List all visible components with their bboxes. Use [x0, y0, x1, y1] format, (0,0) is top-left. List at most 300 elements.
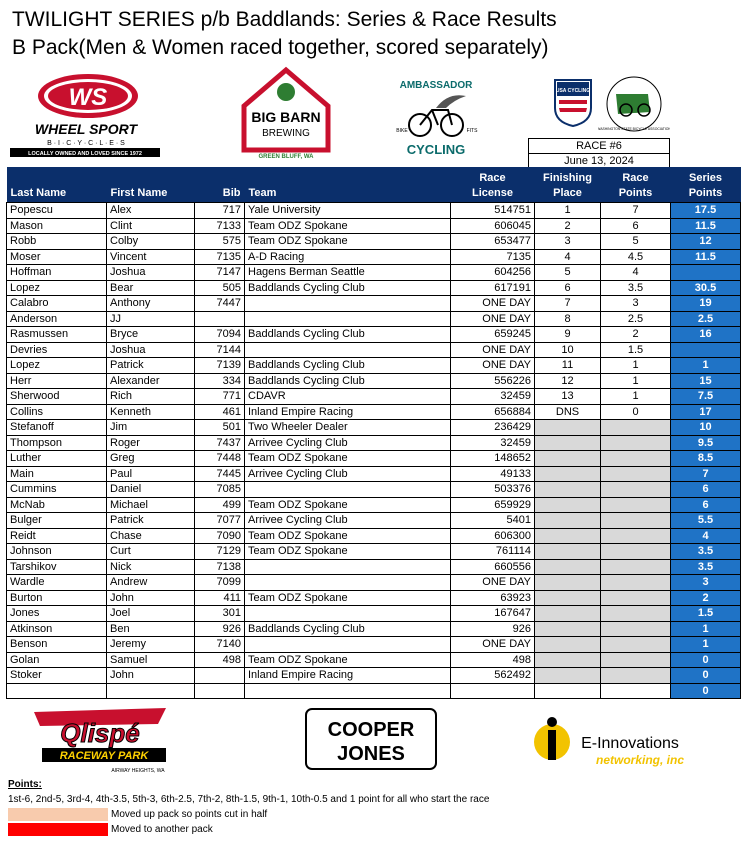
cell-license: 926: [451, 621, 535, 637]
cell-team: Arrivee Cycling Club: [245, 466, 451, 482]
cell-license: 604256: [451, 265, 535, 281]
cell-race-points: [601, 683, 671, 699]
cell-license: ONE DAY: [451, 637, 535, 653]
cell-first-name: Jim: [107, 420, 195, 436]
cell-bib: 771: [195, 389, 245, 405]
cell-last-name: Tarshikov: [7, 559, 107, 575]
cell-first-name: Greg: [107, 451, 195, 467]
cell-bib: 7140: [195, 637, 245, 653]
cell-series-points: 1: [671, 637, 741, 653]
cell-bib: 505: [195, 280, 245, 296]
cell-team: A-D Racing: [245, 249, 451, 265]
cell-license: 653477: [451, 234, 535, 250]
cell-last-name: Moser: [7, 249, 107, 265]
cell-race-points: 6: [601, 218, 671, 234]
cell-team: Baddlands Cycling Club: [245, 621, 451, 637]
table-row: [7, 482, 741, 498]
table-row: [7, 451, 741, 467]
cell-race-points: 4.5: [601, 249, 671, 265]
svg-text:AMBASSADOR: AMBASSADOR: [399, 80, 473, 91]
cell-last-name: Luther: [7, 451, 107, 467]
cell-bib: [195, 311, 245, 327]
cell-last-name: Lopez: [7, 358, 107, 374]
cell-place: 3: [535, 234, 601, 250]
cell-first-name: JJ: [107, 311, 195, 327]
cell-last-name: Stefanoff: [7, 420, 107, 436]
cell-license: 503376: [451, 482, 535, 498]
cell-series-points: 1: [671, 621, 741, 637]
svg-text:Qlispé: Qlispé: [60, 718, 140, 748]
cell-place: [535, 435, 601, 451]
cell-series-points: 12: [671, 234, 741, 250]
cell-team: Team ODZ Spokane: [245, 544, 451, 560]
svg-text:USA CYCLING: USA CYCLING: [555, 88, 591, 94]
cell-team: [245, 637, 451, 653]
cell-race-points: [601, 575, 671, 591]
table-row: [7, 466, 741, 482]
cell-first-name: Daniel: [107, 482, 195, 498]
cell-team: [245, 683, 451, 699]
cell-team: [245, 606, 451, 622]
svg-text:GREEN BLUFF, WA: GREEN BLUFF, WA: [258, 154, 314, 160]
cell-series-points: 17: [671, 404, 741, 420]
cell-series-points: 3: [671, 575, 741, 591]
cell-place: [535, 621, 601, 637]
cell-last-name: Thompson: [7, 435, 107, 451]
cell-race-points: [601, 544, 671, 560]
cell-race-points: [601, 606, 671, 622]
svg-text:BIG BARN: BIG BARN: [251, 109, 321, 125]
cell-series-points: 17.5: [671, 203, 741, 219]
cell-team: [245, 575, 451, 591]
cell-series-points: 2.5: [671, 311, 741, 327]
wsba-logo: [598, 74, 670, 134]
cell-license: 63923: [451, 590, 535, 606]
cell-first-name: Anthony: [107, 296, 195, 312]
cell-first-name: Bryce: [107, 327, 195, 343]
cell-place: 8: [535, 311, 601, 327]
table-row: [7, 218, 741, 234]
table-row: [7, 342, 741, 358]
cell-race-points: 5: [601, 234, 671, 250]
cell-license: 167647: [451, 606, 535, 622]
svg-text:COOPER: COOPER: [327, 719, 415, 741]
cell-first-name: Vincent: [107, 249, 195, 265]
cell-first-name: Samuel: [107, 652, 195, 668]
cell-race-points: 3: [601, 296, 671, 312]
cell-last-name: Robb: [7, 234, 107, 250]
cell-race-points: 1: [601, 373, 671, 389]
cell-place: 2: [535, 218, 601, 234]
cell-bib: 7085: [195, 482, 245, 498]
cell-place: 11: [535, 358, 601, 374]
cell-team: [245, 342, 451, 358]
table-row: [7, 621, 741, 637]
cell-series-points: 19: [671, 296, 741, 312]
cell-license: 761114: [451, 544, 535, 560]
race-number: RACE #6: [576, 140, 622, 152]
svg-text:BREWING: BREWING: [262, 128, 310, 139]
cell-bib: 7447: [195, 296, 245, 312]
cell-license: 32459: [451, 389, 535, 405]
cell-license: 7135: [451, 249, 535, 265]
cell-series-points: 2: [671, 590, 741, 606]
col-license: Race License: [451, 167, 535, 203]
table-row: [7, 358, 741, 374]
svg-text:CYCLING: CYCLING: [406, 142, 466, 157]
cell-first-name: [107, 683, 195, 699]
table-row: [7, 296, 741, 312]
cell-first-name: Joshua: [107, 265, 195, 281]
cell-bib: 7099: [195, 575, 245, 591]
cell-bib: 501: [195, 420, 245, 436]
cell-team: Team ODZ Spokane: [245, 497, 451, 513]
table-row: [7, 528, 741, 544]
cell-bib: 717: [195, 203, 245, 219]
cell-place: 7: [535, 296, 601, 312]
cell-first-name: Ben: [107, 621, 195, 637]
cell-race-points: 1: [601, 358, 671, 374]
cell-race-points: [601, 451, 671, 467]
cell-last-name: McNab: [7, 497, 107, 513]
cell-license: 659929: [451, 497, 535, 513]
table-row: [7, 389, 741, 405]
cell-team: Inland Empire Racing: [245, 668, 451, 684]
cell-license: ONE DAY: [451, 342, 535, 358]
cell-last-name: Benson: [7, 637, 107, 653]
cell-first-name: Joel: [107, 606, 195, 622]
cell-license: 148652: [451, 451, 535, 467]
svg-text:E-Innovations: E-Innovations: [581, 735, 679, 752]
cell-race-points: [601, 466, 671, 482]
cell-race-points: 4: [601, 265, 671, 281]
cell-race-points: 1.5: [601, 342, 671, 358]
cell-place: 13: [535, 389, 601, 405]
cell-last-name: Calabro: [7, 296, 107, 312]
cell-team: Two Wheeler Dealer: [245, 420, 451, 436]
cell-race-points: 7: [601, 203, 671, 219]
table-row: [7, 668, 741, 684]
svg-text:JONES: JONES: [337, 743, 405, 765]
cell-team: Baddlands Cycling Club: [245, 373, 451, 389]
cell-team: Hagens Berman Seattle: [245, 265, 451, 281]
cell-first-name: Michael: [107, 497, 195, 513]
race-info-box: [528, 138, 670, 169]
cell-first-name: Chase: [107, 528, 195, 544]
cell-series-points: 11.5: [671, 249, 741, 265]
svg-text:networking, inc: networking, inc: [595, 753, 685, 767]
col-bib: Bib: [195, 167, 245, 203]
cell-place: 10: [535, 342, 601, 358]
cell-race-points: [601, 590, 671, 606]
cell-license: 236429: [451, 420, 535, 436]
table-row: [7, 606, 741, 622]
cell-series-points: 0: [671, 668, 741, 684]
legend-moved-pack: Moved to another pack: [111, 824, 213, 835]
table-row: [7, 234, 741, 250]
cell-team: Team ODZ Spokane: [245, 234, 451, 250]
svg-text:FITS: FITS: [466, 128, 478, 134]
cell-last-name: Golan: [7, 652, 107, 668]
cell-first-name: John: [107, 590, 195, 606]
cell-bib: 7135: [195, 249, 245, 265]
table-header-row: [7, 167, 741, 203]
table-row: [7, 637, 741, 653]
cell-place: [535, 420, 601, 436]
cell-license: ONE DAY: [451, 358, 535, 374]
cell-bib: 7147: [195, 265, 245, 281]
cell-series-points: 6: [671, 482, 741, 498]
cell-team: Arrivee Cycling Club: [245, 435, 451, 451]
ambassador-cycling-logo: [388, 70, 484, 160]
col-team: Team: [245, 167, 451, 203]
cell-first-name: Nick: [107, 559, 195, 575]
svg-text:WASHINGTON STATE BICYCLE ASSOC: WASHINGTON STATE BICYCLE ASSOCIATION: [598, 127, 670, 131]
cell-place: [535, 683, 601, 699]
cell-race-points: 2: [601, 327, 671, 343]
cell-race-points: 2.5: [601, 311, 671, 327]
cell-bib: 7139: [195, 358, 245, 374]
cell-race-points: 3.5: [601, 280, 671, 296]
cell-team: Team ODZ Spokane: [245, 528, 451, 544]
cell-first-name: Alex: [107, 203, 195, 219]
cell-race-points: [601, 435, 671, 451]
cell-last-name: Collins: [7, 404, 107, 420]
cell-bib: 926: [195, 621, 245, 637]
cell-first-name: Curt: [107, 544, 195, 560]
cell-series-points: 0: [671, 683, 741, 699]
cell-place: 4: [535, 249, 601, 265]
cell-first-name: Paul: [107, 466, 195, 482]
cell-last-name: Reidt: [7, 528, 107, 544]
cell-license: 659245: [451, 327, 535, 343]
cell-bib: 461: [195, 404, 245, 420]
cell-series-points: 30.5: [671, 280, 741, 296]
cell-bib: 498: [195, 652, 245, 668]
cell-series-points: 1: [671, 358, 741, 374]
cell-place: [535, 559, 601, 575]
cell-first-name: Rich: [107, 389, 195, 405]
table-row: [7, 544, 741, 560]
table-row: [7, 311, 741, 327]
cell-team: Arrivee Cycling Club: [245, 513, 451, 529]
cell-license: 660556: [451, 559, 535, 575]
cell-place: 5: [535, 265, 601, 281]
table-row: [7, 497, 741, 513]
cell-series-points: 11.5: [671, 218, 741, 234]
cell-last-name: Rasmussen: [7, 327, 107, 343]
svg-text:BIKE: BIKE: [396, 128, 408, 134]
cell-team: Yale University: [245, 203, 451, 219]
cell-bib: 7138: [195, 559, 245, 575]
cell-bib: 334: [195, 373, 245, 389]
table-row: [7, 652, 741, 668]
cell-last-name: Bulger: [7, 513, 107, 529]
cell-place: [535, 482, 601, 498]
cell-series-points: [671, 342, 741, 358]
page-subtitle: B Pack(Men & Women raced together, scored separately): [12, 36, 549, 59]
cell-place: [535, 528, 601, 544]
cell-bib: 301: [195, 606, 245, 622]
cell-place: 12: [535, 373, 601, 389]
cell-license: 5401: [451, 513, 535, 529]
cell-bib: 7448: [195, 451, 245, 467]
cell-team: Team ODZ Spokane: [245, 652, 451, 668]
e-innovations-logo: [530, 712, 698, 772]
cell-last-name: Atkinson: [7, 621, 107, 637]
cell-place: [535, 513, 601, 529]
svg-text:WHEEL SPORT: WHEEL SPORT: [34, 121, 138, 137]
cell-place: 9: [535, 327, 601, 343]
cell-bib: 7077: [195, 513, 245, 529]
cell-place: [535, 637, 601, 653]
cell-bib: 7129: [195, 544, 245, 560]
cell-race-points: [601, 528, 671, 544]
cell-bib: 411: [195, 590, 245, 606]
cell-race-points: [601, 621, 671, 637]
cell-last-name: Cummins: [7, 482, 107, 498]
table-row: [7, 280, 741, 296]
cell-last-name: Herr: [7, 373, 107, 389]
cell-team: Team ODZ Spokane: [245, 590, 451, 606]
cell-license: 32459: [451, 435, 535, 451]
col-first-name: First Name: [107, 167, 195, 203]
svg-text:AIRWAY HEIGHTS, WA: AIRWAY HEIGHTS, WA: [111, 768, 165, 774]
cell-license: ONE DAY: [451, 296, 535, 312]
legend-swatch-red: [8, 823, 108, 836]
cell-last-name: Lopez: [7, 280, 107, 296]
legend-swatch-pink: [8, 808, 108, 821]
svg-text:WS: WS: [68, 84, 108, 111]
cell-series-points: 0: [671, 652, 741, 668]
cell-series-points: [671, 265, 741, 281]
cell-place: [535, 652, 601, 668]
cell-bib: 7133: [195, 218, 245, 234]
cell-license: 498: [451, 652, 535, 668]
cell-team: Team ODZ Spokane: [245, 218, 451, 234]
cell-place: [535, 606, 601, 622]
page-title: TWILIGHT SERIES p/b Baddlands: Series & Race Results: [12, 8, 557, 31]
table-row: [7, 575, 741, 591]
cell-team: Inland Empire Racing: [245, 404, 451, 420]
cell-place: [535, 451, 601, 467]
cell-first-name: Clint: [107, 218, 195, 234]
cell-team: Baddlands Cycling Club: [245, 280, 451, 296]
wheel-sport-logo: [8, 70, 163, 160]
cell-bib: 7144: [195, 342, 245, 358]
qlispe-raceway-logo: [26, 704, 176, 776]
results-table: [6, 167, 741, 699]
cell-race-points: [601, 652, 671, 668]
table-row: [7, 559, 741, 575]
cell-place: DNS: [535, 404, 601, 420]
cell-series-points: 9.5: [671, 435, 741, 451]
table-row: [7, 404, 741, 420]
cell-race-points: 1: [601, 389, 671, 405]
cell-race-points: [601, 482, 671, 498]
cell-place: [535, 668, 601, 684]
cell-place: [535, 497, 601, 513]
cell-team: CDAVR: [245, 389, 451, 405]
cell-license: 606300: [451, 528, 535, 544]
cell-series-points: 7: [671, 466, 741, 482]
cell-race-points: [601, 559, 671, 575]
cell-license: 556226: [451, 373, 535, 389]
cell-race-points: [601, 513, 671, 529]
cell-series-points: 16: [671, 327, 741, 343]
cell-license: ONE DAY: [451, 575, 535, 591]
cell-bib: 499: [195, 497, 245, 513]
cell-license: 656884: [451, 404, 535, 420]
cell-last-name: Stoker: [7, 668, 107, 684]
cell-team: [245, 482, 451, 498]
cell-race-points: [601, 497, 671, 513]
cell-team: [245, 296, 451, 312]
cell-first-name: Joshua: [107, 342, 195, 358]
cell-place: [535, 590, 601, 606]
points-heading: Points:: [8, 779, 42, 790]
cell-series-points: 3.5: [671, 544, 741, 560]
cell-first-name: Jeremy: [107, 637, 195, 653]
cell-race-points: [601, 637, 671, 653]
cell-bib: 7094: [195, 327, 245, 343]
cell-series-points: 10: [671, 420, 741, 436]
cell-team: Baddlands Cycling Club: [245, 327, 451, 343]
cell-bib: 575: [195, 234, 245, 250]
table-row: [7, 590, 741, 606]
cell-last-name: Burton: [7, 590, 107, 606]
col-last-name: Last Name: [7, 167, 107, 203]
cell-license: ONE DAY: [451, 311, 535, 327]
cell-last-name: Main: [7, 466, 107, 482]
cell-bib: [195, 683, 245, 699]
cell-bib: [195, 668, 245, 684]
svg-text:RACEWAY PARK: RACEWAY PARK: [59, 750, 149, 762]
cell-series-points: 5.5: [671, 513, 741, 529]
table-row: [7, 373, 741, 389]
cell-place: 1: [535, 203, 601, 219]
table-row: [7, 420, 741, 436]
table-row: [7, 435, 741, 451]
col-place: Finishing Place: [535, 167, 601, 203]
table-row: [7, 683, 741, 699]
cell-license: 49133: [451, 466, 535, 482]
cell-race-points: 0: [601, 404, 671, 420]
cell-race-points: [601, 420, 671, 436]
table-row: [7, 327, 741, 343]
table-row: [7, 265, 741, 281]
cell-license: [451, 683, 535, 699]
cell-race-points: [601, 668, 671, 684]
legend-moved-up: Moved up pack so points cut in half: [111, 809, 268, 820]
cell-last-name: Sherwood: [7, 389, 107, 405]
cell-last-name: Mason: [7, 218, 107, 234]
cooper-jones-logo: [305, 708, 437, 770]
cell-license: 514751: [451, 203, 535, 219]
cell-first-name: Roger: [107, 435, 195, 451]
cell-series-points: 8.5: [671, 451, 741, 467]
cell-series-points: 1.5: [671, 606, 741, 622]
cell-team: Baddlands Cycling Club: [245, 358, 451, 374]
table-row: [7, 203, 741, 219]
table-row: [7, 513, 741, 529]
col-race-points: Race Points: [601, 167, 671, 203]
cell-last-name: Devries: [7, 342, 107, 358]
cell-place: [535, 466, 601, 482]
cell-last-name: [7, 683, 107, 699]
cell-license: 606045: [451, 218, 535, 234]
cell-bib: 7090: [195, 528, 245, 544]
